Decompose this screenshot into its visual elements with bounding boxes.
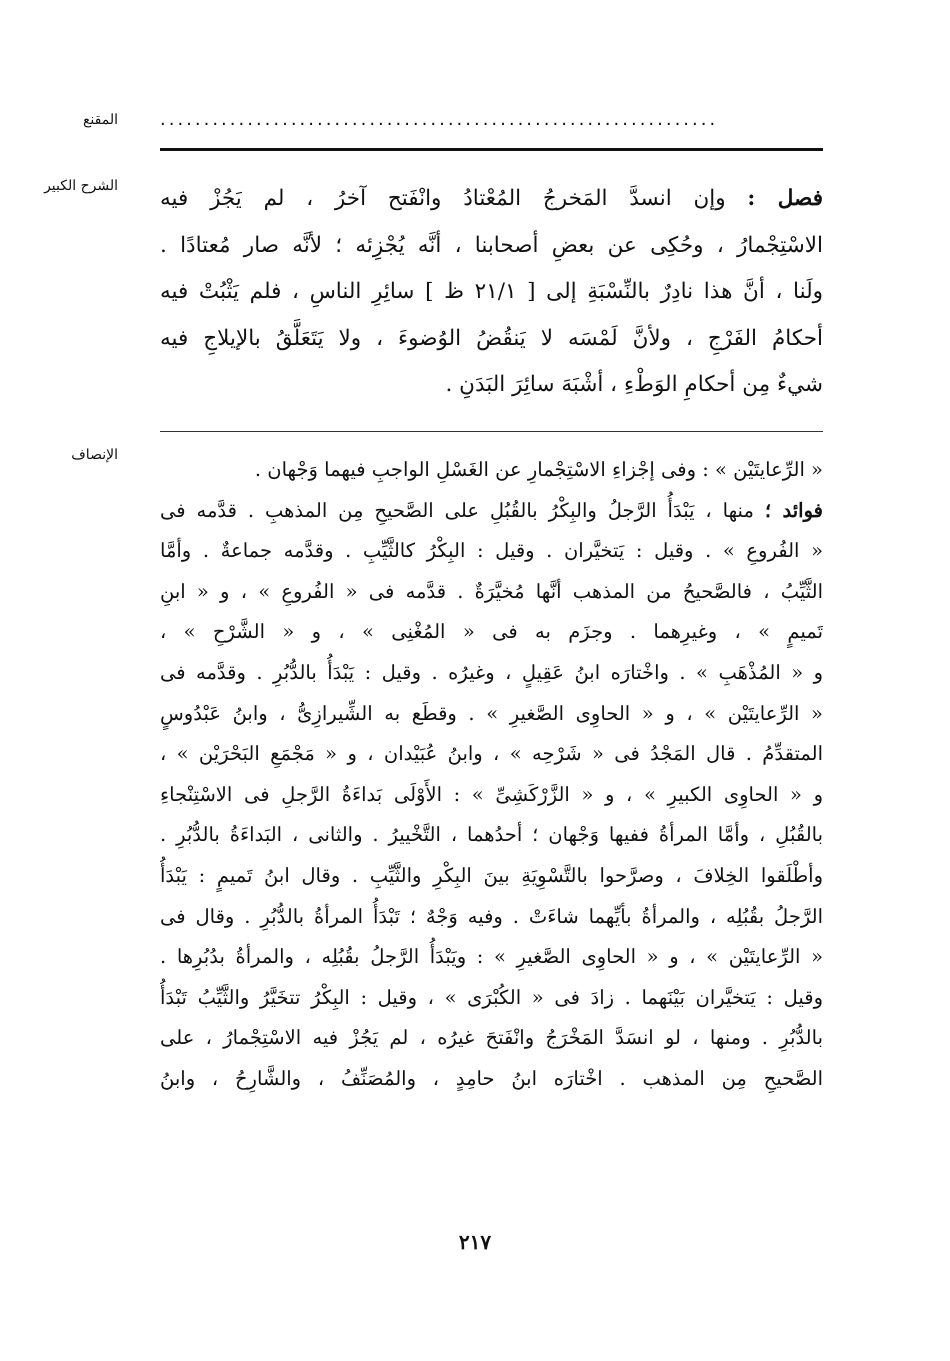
text-line: « الرِّعايتَيْن » ، و « الحاوِى الصَّغيرِ » : ويَبْدَأُ الرَّجلُ بقُبُلِه ، والمرأةُ بدُبُرِها . [160,945,823,969]
text-line: أحكامُ الفَرْجِ ، ولأنَّ لَمْسَه لا يَنقُضُ الوُضوءَ ، ولا يَتَعَلَّقُ بالإيلاجِ فيه [160,325,823,351]
text-line: وقيل : يَتخيَّران بَيْنَهما . زادَ فى « الكُبْرَى » ، وقيل : البِكْرُ تتخَيَّرُ والثَّيِّبُ تَبْدَأُ [160,985,823,1009]
text-line: « الرِّعايتَيْن » ، و « الحاوِى الصَّغيرِ » . وقطَع به الشِّيرازِىُّ ، وابنُ عَبْدُوسٍ [160,701,823,725]
insaf-label: الإنصاف [71,447,118,463]
text-line: المتقدِّمُ . قال المَجْدُ فى « شَرْحِه » ، وابنُ عُبَيْدان ، و « مَجْمَعِ البَحْرَيْن » ، [160,742,823,766]
text-line: و « المُذْهَبِ » . واخْتارَه ابنُ عَقِيلٍ ، وغيرُه . وقيل : يَبْدَأُ بالدُّبُرِ . وقدَّمه فى [160,660,823,684]
sharh-text [160,176,823,409]
text-line: الصَّحيحِ مِن المذهب . اخْتارَه ابنُ حامِدٍ ، والمُصَنِّفُ ، والشَّارِحُ ، وابنُ [160,1066,823,1090]
text-line: وأطْلَقوا الخِلافَ ، وصرَّحوا بالتَّسْوِيَةِ بينَ البِكْرِ والثَّيِّبِ . وقال ابنُ تَميمٍ : يَبْدَأُ [160,863,823,887]
insaf-text [160,450,823,1100]
page-number: ٢١٧ [458,1230,492,1254]
text-line: شيءٌ مِن أحكامِ الوَطْءِ ، أشْبَهَ سائِرَ البَدَنِ . [445,372,823,397]
section-divider [160,431,823,432]
fawaid-heading: فوائد ؛ [764,498,823,522]
text-line: الرَّجلُ بقُبُلِه ، والمرأةُ بأيِّهما شاءَتْ . وفيه وَجْهٌ ؛ تَبْدَأُ المرأةُ بالدُّبُرِ . وقال فى [160,904,823,928]
text-line: « الفُروعِ » . وقيل : يَتخيَّران . وقيل : البِكْرُ كالثَّيِّبِ . وقدَّمه جماعةٌ . وأمَّا [160,539,823,563]
text-line: فوائد ؛ منها ، يَبْدَأُ الرَّجلُ والبِكْرُ بالقُبُلِ على الصَّحيحِ مِن المذهبِ . قدَّمه فى [160,498,823,522]
text-line: « الرِّعايتَيْن » : وفى إجْزاءِ الاسْتِجْمارِ عن الغَسْلِ الواجبِ فيهما وَجْهان . [254,458,823,481]
text-line: الاسْتِجْمارُ ، وحُكِى عن بعضِ أصحابنا ، أنَّه يُجْزِئه ؛ لأنَّه صار مُعتادًا . [160,232,823,258]
text-line: ولَنا ، أنَّ هذا نادِرٌ بالنِّسْبَةِ إلى [ ٢١/١ ظ ] سائِرِ الناسِ ، فلم يَثْبُتْ فيه [160,279,823,304]
top-left-label: المقنع [82,112,118,128]
text-line: فصل : وإن انسدَّ المَخرجُ المُعْتادُ وانْفَتح آخرُ ، لم يَجُزْ فيه [160,186,823,211]
sharh-label: الشرح الكبير [44,178,118,194]
dotted-rule: ................................................................ [160,109,719,130]
fasl-heading: فصل : [747,186,823,211]
text-line: بالدُّبُرِ . ومنها ، لو انسَدَّ المَخْرَجُ وانْفَتحَ غيرُه ، لم يَجُزْ فيه الاسْتِجْمارُ ، على [160,1026,823,1050]
text-line: تَميمٍ » ، وغيرِهما . وجزَم به فى « المُغْنِى » ، و « الشَّرْحِ » ، [160,620,823,644]
text-line: الثَّيِّبُ ، فالصَّحيحُ من المذهب أنَّها مُخيَّرَةٌ . قدَّمه فى « الفُروعِ » ، و « ابنِ [160,579,823,603]
text-line: و « الحاوِى الكبيرِ » ، و « الزَّرْكَشِىِّ » : الأَوْلَى بَداءَةُ الرَّجلِ فى الاسْتِنْجاءِ [160,782,823,806]
header-rule [160,148,823,151]
text-line: بالقُبُلِ ، وأمَّا المرأةُ ففيها وَجْهان ؛ أحدُهما ، التَّخْييرُ . والثانى ، البَداءَةُ بالدُّبُرِ . [160,823,823,847]
